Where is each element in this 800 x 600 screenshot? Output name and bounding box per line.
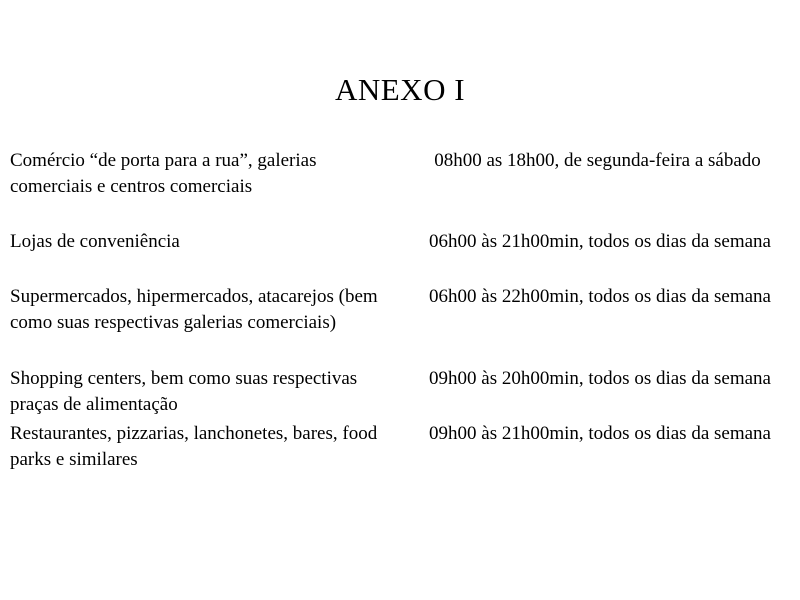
establishment-type: Supermercados, hipermercados, atacarejos (bem como suas respectivas galerias comerciais) [10, 286, 378, 333]
establishment-type: Shopping centers, bem como suas respectivas praças de alimentação [10, 368, 358, 415]
opening-hours: 08h00 as 18h00, de segunda-feira a sábado [434, 150, 761, 171]
establishment-type: Restaurantes, pizzarias, lanchonetes, bares, food parks e similares [10, 423, 378, 470]
page-title: ANEXO I [334, 72, 466, 107]
opening-hours: 09h00 às 21h00min, todos os dias da semana [429, 423, 771, 444]
opening-hours: 06h00 às 22h00min, todos os dias da semana [429, 286, 771, 307]
establishment-type: Comércio “de porta para a rua”, galerias comerciais e centros comerciais [10, 150, 317, 197]
opening-hours: 09h00 às 20h00min, todos os dias da semana [429, 368, 771, 389]
opening-hours: 06h00 às 21h00min, todos os dias da semana [429, 231, 771, 252]
establishment-type: Lojas de conveniência [10, 231, 180, 252]
